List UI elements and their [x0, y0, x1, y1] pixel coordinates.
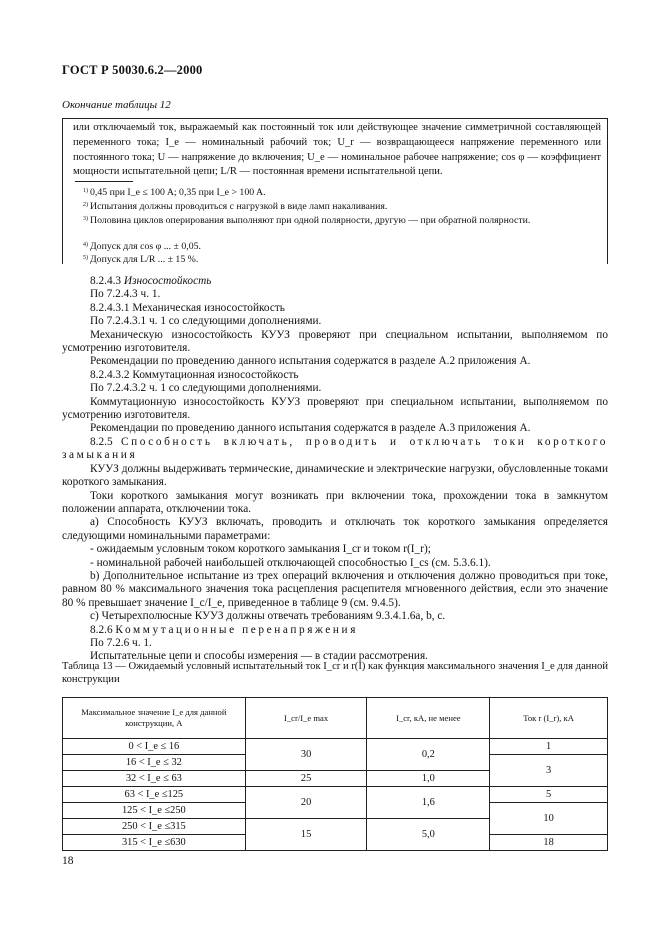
tok-cell: 1	[490, 739, 608, 755]
paragraph: Рекомендации по проведению данного испытания содержатся в разделе А.2 приложения А.	[90, 355, 531, 368]
footnote: $^{4)}$ Допуск для cos φ ... ± 0,05.	[83, 241, 201, 252]
paragraph: a) Способность КУУЗ включать, проводить и отключать ток короткого замыкания определяется следующими номинальными параметрами:	[62, 516, 608, 542]
tok-cell: 10	[490, 803, 608, 835]
paragraph: b) Дополнительное испытание из трех операций включения и отключения должно проводиться при токе, равном 80 % максимального значения тока расцепления расцепителя мгновенного действия, если это значение 80 % превышает значение I_c/I_e, приведенное в таблице 9 (см. 9.4.5).	[62, 569, 608, 609]
table-13	[62, 697, 608, 851]
table-row	[63, 739, 608, 755]
table-row	[63, 787, 608, 803]
paragraph: 8.2.4.3.1 Механическая износостойкость	[90, 301, 285, 314]
range-cell: 0 < I_e ≤ 16	[63, 739, 246, 755]
page-number: 18	[62, 855, 74, 867]
paragraph: c) Четырехполюсные КУУЗ должны отвечать требованиям 9.3.4.1.6a, b, c.	[90, 610, 446, 623]
paragraph: По 7.2.4.3.2 ч. 1 со следующими дополнениями.	[90, 382, 322, 395]
paragraph: Коммутационную износостойкость КУУЗ проверяют при специальном испытании, выполняемом по усмотрению изготовителя.	[62, 395, 608, 422]
range-cell: 63 < I_e ≤125	[63, 787, 246, 803]
ratio-cell: 25	[245, 771, 367, 787]
table-13-caption: Таблица 13 — Ожидаемый условный испытательный ток I_cr и r(I) как функция максимального значения I_e для данной конструкции	[62, 661, 608, 686]
list-item: - ожидаемым условным током короткого замыкания I_cr и током r(I_r);	[90, 543, 431, 556]
paragraph: По 7.2.4.3 ч. 1.	[90, 288, 161, 301]
header-cell: I_cr/I_e max	[245, 698, 367, 739]
section-heading: 8.2.5 Способность включать, проводить и отключать токи короткого замыкания	[62, 435, 608, 462]
footnote: $^{1)}$ 0,45 при I_e ≤ 100 A; 0,35 при I_e > 100 A.	[83, 187, 266, 198]
paragraph: По 7.2.4.3.1 ч. 1 со следующими дополнениями.	[90, 315, 322, 328]
footnote: $^{3)}$ Половина циклов оперирования выполняют при одной полярности, другую — при обратной полярности.	[83, 215, 531, 226]
paragraph: 8.2.4.3.2 Коммутационная износостойкость	[90, 368, 299, 381]
range-cell: 32 < I_e ≤ 63	[63, 771, 246, 787]
paragraph: КУУЗ должны выдерживать термические, динамические и электрические нагрузки, обусловленные токами короткого замыкания.	[62, 462, 608, 489]
paragraph: Механическую износостойкость КУУЗ проверяют при специальном испытании, выполняемом по усмотрению изготовителя.	[62, 328, 608, 355]
icr-cell: 0,2	[367, 739, 490, 771]
box-text: или отключаемый ток, выражаемый как постоянный ток или действующее значение симметричной составляющей переменного тока; I_e — номинальный рабочий ток; U_r — возвращающееся напряжение переменного или постоянного тока; U — напряжение до включения; U_e — номинальное рабочее напряжение; cos φ — коэффициент мощности испытательной цепи; L/R — постоянная времени испытательной цепи.	[73, 122, 601, 178]
range-cell: 125 < I_e ≤250	[63, 803, 246, 819]
ratio-cell: 30	[245, 739, 367, 771]
list-item: - номинальной рабочей наибольшей отключающей способностью I_cs (см. 5.3.6.1).	[90, 556, 491, 569]
range-cell: 315 < I_e ≤630	[63, 835, 246, 851]
tok-cell: 18	[490, 835, 608, 851]
paragraph: Испытательные цепи и способы измерения — в стадии рассмотрения.	[90, 650, 428, 663]
body-text	[62, 275, 608, 664]
footnote: $^{5)}$ Допуск для L/R ... ± 15 %.	[83, 254, 199, 265]
ratio-cell: 20	[245, 787, 367, 819]
header-cell: I_cr, кА, не менее	[367, 698, 490, 739]
range-cell: 16 < I_e ≤ 32	[63, 755, 246, 771]
paragraph: 8.2.4.3 Износостойкость	[90, 275, 212, 287]
header-cell: Максимальное значение I_e для данной конструкции, А	[63, 698, 246, 739]
icr-cell: 1,0	[367, 771, 490, 787]
tok-cell: 3	[490, 755, 608, 787]
paragraph: По 7.2.6 ч. 1.	[90, 636, 152, 649]
paragraph: Токи короткого замыкания могут возникать при включении тока, прохождении тока в замкнутом положении аппарата, отключении тока.	[62, 489, 608, 515]
paragraph: Рекомендации по проведению данного испытания содержатся в разделе А.3 приложения А.	[90, 422, 531, 435]
footnote-divider	[75, 181, 133, 182]
ratio-cell: 15	[245, 819, 367, 851]
section-heading: 8.2.6 Коммутационные перенапряжения	[90, 623, 359, 636]
table-12-end-box	[62, 118, 608, 264]
range-cell: 250 < I_e ≤315	[63, 819, 246, 835]
footnote: $^{2)}$ Испытания должны проводиться с нагрузкой в виде ламп накаливания.	[83, 201, 388, 212]
document-header: ГОСТ Р 50030.6.2—2000	[62, 63, 203, 77]
icr-cell: 5,0	[367, 819, 490, 851]
icr-cell: 1,6	[367, 787, 490, 819]
tok-cell: 5	[490, 787, 608, 803]
table-header-row	[63, 698, 608, 739]
header-cell: Ток r (I_r), кА	[490, 698, 608, 739]
table-continuation-label: Окончание таблицы 12	[62, 99, 171, 111]
